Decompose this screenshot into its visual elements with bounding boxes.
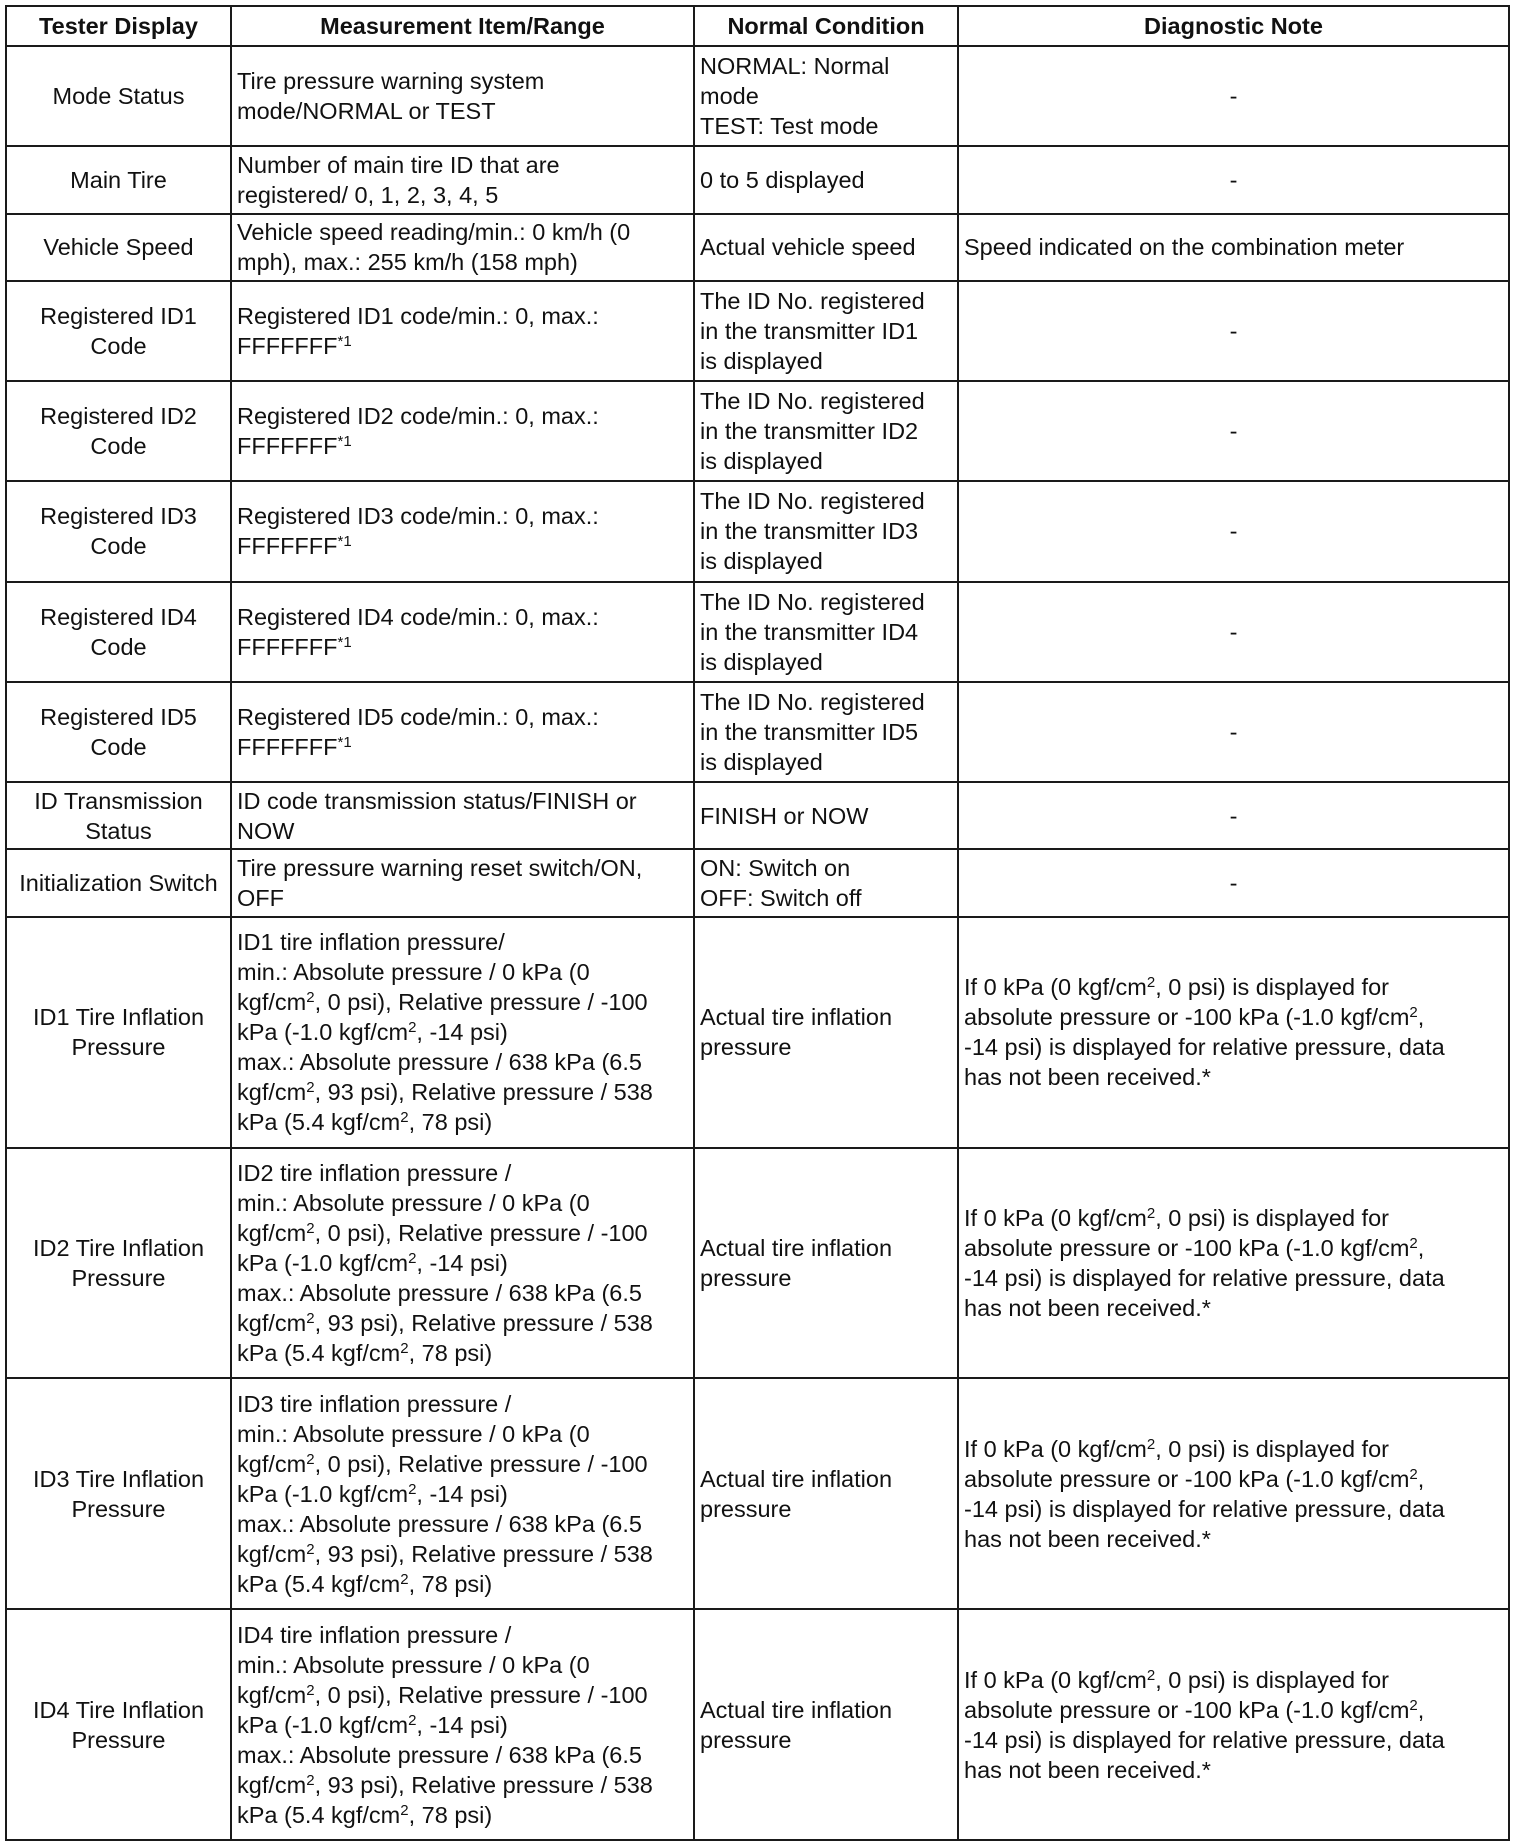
cell-line: Registered ID3: [40, 503, 197, 530]
tester-display-cell: [6, 1609, 231, 1840]
cell-line: mph), max.: 255 km/h (158 mph): [237, 249, 578, 276]
table-row: [6, 582, 1509, 682]
cell-line: Code: [90, 333, 147, 360]
cell-line: kPa (5.4 kgf/$cm^2$, 78 psi): [237, 1570, 493, 1597]
superscript-2: 2: [306, 1771, 315, 1789]
measurement-cell: [231, 481, 694, 581]
tester-display-cell: [6, 381, 231, 481]
normal-condition-cell: [694, 146, 958, 213]
cell-line: Initialization Switch: [19, 870, 218, 897]
cell-line: min.: Absolute pressure / 0 kPa (0: [237, 1651, 590, 1678]
cell-line: The ID No. registered: [700, 588, 925, 615]
table-row: [6, 281, 1509, 381]
measurement-cell: [231, 1148, 694, 1379]
cell-line: Registered ID1: [40, 303, 197, 330]
cell-line: -: [1229, 518, 1238, 545]
cell-line: mode: [700, 83, 759, 110]
cell-line: ID4 Tire Inflation: [32, 1696, 205, 1723]
cell-line: Registered ID2 code/min.: 0, max.:: [237, 403, 599, 430]
cell-line: mode/NORMAL or TEST: [237, 98, 496, 125]
cell-line: has not been received.*: [964, 1064, 1211, 1091]
tester-display-cell: [6, 214, 231, 281]
cell-line: pressure: [700, 1726, 792, 1753]
measurement-cell: [231, 1609, 694, 1840]
normal-condition-cell: [694, 917, 958, 1148]
cell-line: If 0 kPa (0 kgf/$cm^2$, 0 psi) is displayed for: [964, 974, 1389, 1001]
superscript-2: 2: [400, 1570, 409, 1588]
cell-line: Tire pressure warning reset switch/ON,: [237, 855, 643, 882]
cell-line: kPa (-1.0 kgf/$cm^2$, -14 psi): [237, 1711, 508, 1738]
cell-line: If 0 kPa (0 kgf/$cm^2$, 0 psi) is displayed for: [964, 1204, 1389, 1231]
cell-line: OFF: [237, 885, 284, 912]
normal-condition-cell: [694, 214, 958, 281]
cell-line: kgf/$cm^2$, 0 psi), Relative pressure / -100: [237, 989, 648, 1016]
cell-line: max.: Absolute pressure / 638 kPa (6.5: [237, 1049, 642, 1076]
tester-display-cell: [6, 281, 231, 381]
cell-line: ID code transmission status/FINISH or: [237, 787, 637, 814]
cell-line: -: [1229, 618, 1238, 645]
cell-line: pressure: [700, 1034, 792, 1061]
measurement-cell: [231, 281, 694, 381]
cell-line: The ID No. registered: [700, 388, 925, 415]
cell-line: ID2 tire inflation pressure /: [237, 1159, 512, 1186]
diagnostic-note-cell: [958, 481, 1509, 581]
header-normal-condition: Normal Condition: [694, 6, 958, 46]
superscript-2: 2: [1146, 1204, 1156, 1222]
cell-line: ID1 tire inflation pressure/: [237, 929, 505, 956]
cell-line: -: [1229, 718, 1238, 745]
cell-line: ID4 tire inflation pressure /: [237, 1621, 512, 1648]
cell-line: -: [1229, 318, 1238, 345]
cell-line: ID3 tire inflation pressure /: [237, 1390, 512, 1417]
footnote-marker: *1: [337, 533, 352, 551]
diagnostic-note-cell: [958, 782, 1509, 849]
cell-line: The ID No. registered: [700, 688, 925, 715]
normal-condition-cell: [694, 1378, 958, 1609]
cell-line: in the transmitter ID5: [700, 718, 919, 745]
footnote-marker: *1: [337, 333, 352, 351]
superscript-2: 2: [306, 1681, 315, 1699]
cell-line: -14 psi) is displayed for relative pressure, data: [964, 1726, 1445, 1753]
cell-line: kPa (-1.0 kgf/$cm^2$, -14 psi): [237, 1019, 508, 1046]
superscript-2: 2: [1146, 1435, 1156, 1453]
superscript-2: 2: [408, 1249, 417, 1267]
normal-condition-cell: [694, 582, 958, 682]
cell-line: Code: [90, 633, 147, 660]
table-row: [6, 782, 1509, 849]
measurement-cell: [231, 214, 694, 281]
superscript-2: 2: [1409, 1696, 1418, 1714]
tester-display-cell: [6, 582, 231, 682]
superscript-2: 2: [1146, 974, 1156, 992]
cell-line: Actual tire inflation: [700, 1004, 893, 1031]
diagnostic-note-cell: [958, 146, 1509, 213]
superscript-2: 2: [306, 1540, 315, 1558]
superscript-2: 2: [408, 1711, 417, 1729]
superscript-2: 2: [306, 989, 315, 1007]
cell-line: kPa (-1.0 kgf/$cm^2$, -14 psi): [237, 1480, 508, 1507]
cell-line: is displayed: [700, 348, 823, 375]
header-measurement-item: Measurement Item/Range: [231, 6, 694, 46]
cell-line: -14 psi) is displayed for relative pressure, data: [964, 1034, 1445, 1061]
cell-line: Code: [90, 733, 147, 760]
cell-line: Mode Status: [52, 83, 185, 110]
cell-line: kgf/$cm^2$, 93 psi), Relative pressure / 538: [237, 1771, 653, 1798]
diagnostic-note-cell: [958, 917, 1509, 1148]
normal-condition-cell: [694, 281, 958, 381]
cell-line: If 0 kPa (0 kgf/$cm^2$, 0 psi) is displayed for: [964, 1435, 1389, 1462]
cell-line: is displayed: [700, 448, 823, 475]
normal-condition-cell: [694, 381, 958, 481]
cell-line: -14 psi) is displayed for relative pressure, data: [964, 1264, 1445, 1291]
cell-line: in the transmitter ID2: [700, 418, 919, 445]
tester-display-cell: [6, 849, 231, 916]
superscript-2: 2: [400, 1801, 409, 1819]
cell-line: in the transmitter ID3: [700, 518, 919, 545]
header-row: [6, 6, 1509, 46]
cell-line: ON: Switch on: [700, 855, 851, 882]
superscript-2: 2: [1409, 1004, 1418, 1022]
cell-line: in the transmitter ID4: [700, 618, 919, 645]
cell-line: FFFFFFF$^{*1}$: [237, 333, 352, 360]
superscript-2: 2: [400, 1339, 409, 1357]
cell-line: kPa (5.4 kgf/$cm^2$, 78 psi): [237, 1801, 493, 1828]
normal-condition-cell: [694, 682, 958, 782]
cell-line: Code: [90, 533, 147, 560]
diagnostic-note-cell: [958, 1609, 1509, 1840]
data-list-table: [5, 5, 1510, 1841]
diagnostic-note-cell: [958, 46, 1509, 146]
diagnostic-note-cell: [958, 582, 1509, 682]
cell-line: kgf/$cm^2$, 93 psi), Relative pressure / 538: [237, 1309, 653, 1336]
cell-line: absolute pressure or -100 kPa (-1.0 kgf/$cm^2$,: [964, 1004, 1425, 1031]
cell-line: kPa (-1.0 kgf/$cm^2$, -14 psi): [237, 1249, 508, 1276]
cell-line: is displayed: [700, 648, 823, 675]
cell-line: absolute pressure or -100 kPa (-1.0 kgf/$cm^2$,: [964, 1465, 1425, 1492]
header-diagnostic-note: Diagnostic Note: [958, 6, 1509, 46]
cell-line: Pressure: [71, 1726, 166, 1753]
cell-line: min.: Absolute pressure / 0 kPa (0: [237, 1420, 590, 1447]
table-row: [6, 46, 1509, 146]
cell-line: -14 psi) is displayed for relative pressure, data: [964, 1495, 1445, 1522]
cell-line: ID2 Tire Inflation: [32, 1234, 205, 1261]
cell-line: -: [1229, 802, 1238, 829]
cell-line: has not been received.*: [964, 1294, 1211, 1321]
tester-display-cell: [6, 46, 231, 146]
measurement-cell: [231, 146, 694, 213]
cell-line: kPa (5.4 kgf/$cm^2$, 78 psi): [237, 1109, 493, 1136]
table-row: [6, 1609, 1509, 1840]
cell-line: Tire pressure warning system: [237, 68, 545, 95]
cell-line: OFF: Switch off: [700, 885, 862, 912]
cell-line: FFFFFFF$^{*1}$: [237, 433, 352, 460]
superscript-2: 2: [408, 1480, 417, 1498]
cell-line: ID Transmission: [34, 787, 203, 814]
table-row: [6, 1148, 1509, 1379]
cell-line: Main Tire: [70, 166, 167, 193]
table-row: [6, 917, 1509, 1148]
diagnostic-note-cell: [958, 281, 1509, 381]
cell-line: FFFFFFF$^{*1}$: [237, 633, 352, 660]
cell-line: pressure: [700, 1264, 792, 1291]
cell-line: Registered ID5: [40, 703, 197, 730]
cell-line: max.: Absolute pressure / 638 kPa (6.5: [237, 1741, 642, 1768]
footnote-marker: *1: [337, 433, 352, 451]
cell-line: is displayed: [700, 548, 823, 575]
cell-line: kgf/$cm^2$, 0 psi), Relative pressure / -100: [237, 1681, 648, 1708]
cell-line: kgf/$cm^2$, 93 psi), Relative pressure / 538: [237, 1540, 653, 1567]
cell-line: min.: Absolute pressure / 0 kPa (0: [237, 959, 590, 986]
cell-line: Registered ID3 code/min.: 0, max.:: [237, 503, 599, 530]
cell-line: in the transmitter ID1: [700, 318, 919, 345]
cell-line: min.: Absolute pressure / 0 kPa (0: [237, 1189, 590, 1216]
cell-line: kgf/$cm^2$, 0 psi), Relative pressure / -100: [237, 1450, 648, 1477]
cell-line: Actual tire inflation: [700, 1234, 893, 1261]
cell-line: Registered ID2: [40, 403, 197, 430]
cell-line: If 0 kPa (0 kgf/$cm^2$, 0 psi) is displayed for: [964, 1666, 1389, 1693]
cell-line: ID3 Tire Inflation: [32, 1465, 205, 1492]
cell-line: kgf/$cm^2$, 93 psi), Relative pressure / 538: [237, 1079, 653, 1106]
cell-line: has not been received.*: [964, 1756, 1211, 1783]
cell-line: The ID No. registered: [700, 488, 925, 515]
diagnostic-note-cell: [958, 381, 1509, 481]
superscript-2: 2: [306, 1309, 315, 1327]
cell-line: Registered ID4 code/min.: 0, max.:: [237, 603, 599, 630]
superscript-2: 2: [306, 1079, 315, 1097]
normal-condition-cell: [694, 46, 958, 146]
tester-display-cell: [6, 1378, 231, 1609]
diagnostic-note-cell: [958, 682, 1509, 782]
cell-line: Actual vehicle speed: [700, 234, 916, 261]
cell-line: NORMAL: Normal: [700, 53, 890, 80]
table-row: [6, 381, 1509, 481]
tester-display-cell: [6, 481, 231, 581]
cell-line: Registered ID4: [40, 603, 197, 630]
table-row: [6, 146, 1509, 213]
measurement-cell: [231, 582, 694, 682]
cell-line: max.: Absolute pressure / 638 kPa (6.5: [237, 1510, 642, 1537]
normal-condition-cell: [694, 782, 958, 849]
cell-line: kgf/$cm^2$, 0 psi), Relative pressure / -100: [237, 1219, 648, 1246]
cell-line: Code: [90, 433, 147, 460]
superscript-2: 2: [306, 1219, 315, 1237]
cell-line: FINISH or NOW: [700, 802, 869, 829]
cell-line: pressure: [700, 1495, 792, 1522]
diagnostic-note-cell: [958, 1378, 1509, 1609]
normal-condition-cell: [694, 481, 958, 581]
superscript-2: 2: [400, 1109, 409, 1127]
cell-line: Actual tire inflation: [700, 1465, 893, 1492]
normal-condition-cell: [694, 849, 958, 916]
cell-line: Actual tire inflation: [700, 1696, 893, 1723]
cell-line: The ID No. registered: [700, 288, 925, 315]
normal-condition-cell: [694, 1609, 958, 1840]
superscript-2: 2: [1146, 1666, 1156, 1684]
cell-line: Pressure: [71, 1495, 166, 1522]
cell-line: is displayed: [700, 748, 823, 775]
superscript-2: 2: [1409, 1465, 1418, 1483]
cell-line: Vehicle Speed: [43, 234, 194, 261]
tester-display-cell: [6, 682, 231, 782]
diagnostic-note-cell: [958, 849, 1509, 916]
superscript-2: 2: [1409, 1234, 1418, 1252]
table-row: [6, 849, 1509, 916]
cell-line: Pressure: [71, 1264, 166, 1291]
measurement-cell: [231, 782, 694, 849]
table-row: [6, 481, 1509, 581]
diagnostic-note-cell: [958, 214, 1509, 281]
cell-line: ID1 Tire Inflation: [32, 1004, 205, 1031]
tester-display-cell: [6, 782, 231, 849]
cell-line: -: [1229, 166, 1238, 193]
cell-line: NOW: [237, 817, 295, 844]
cell-line: absolute pressure or -100 kPa (-1.0 kgf/$cm^2$,: [964, 1234, 1425, 1261]
table-row: [6, 214, 1509, 281]
cell-line: -: [1229, 83, 1238, 110]
cell-line: absolute pressure or -100 kPa (-1.0 kgf/$cm^2$,: [964, 1696, 1425, 1723]
cell-line: Number of main tire ID that are: [237, 151, 560, 178]
cell-line: Status: [85, 817, 152, 844]
cell-line: -: [1229, 418, 1238, 445]
table-row: [6, 682, 1509, 782]
cell-line: kPa (5.4 kgf/$cm^2$, 78 psi): [237, 1339, 493, 1366]
tester-display-cell: [6, 917, 231, 1148]
cell-line: Registered ID5 code/min.: 0, max.:: [237, 703, 599, 730]
cell-line: -: [1229, 870, 1238, 897]
measurement-cell: [231, 381, 694, 481]
diagnostic-note-cell: [958, 1148, 1509, 1379]
measurement-cell: [231, 1378, 694, 1609]
tester-display-cell: [6, 146, 231, 213]
superscript-2: 2: [306, 1450, 315, 1468]
tester-display-cell: [6, 1148, 231, 1379]
cell-line: TEST: Test mode: [700, 113, 879, 140]
cell-line: Speed indicated on the combination meter: [964, 234, 1405, 261]
superscript-2: 2: [408, 1019, 417, 1037]
cell-line: Vehicle speed reading/min.: 0 km/h (0: [237, 219, 631, 246]
measurement-cell: [231, 46, 694, 146]
table-row: [6, 1378, 1509, 1609]
cell-line: FFFFFFF$^{*1}$: [237, 733, 352, 760]
cell-line: Pressure: [71, 1034, 166, 1061]
cell-line: has not been received.*: [964, 1525, 1211, 1552]
measurement-cell: [231, 849, 694, 916]
cell-line: FFFFFFF$^{*1}$: [237, 533, 352, 560]
measurement-cell: [231, 682, 694, 782]
cell-line: Registered ID1 code/min.: 0, max.:: [237, 303, 599, 330]
footnote-marker: *1: [337, 733, 352, 751]
header-tester-display: Tester Display: [6, 6, 231, 46]
cell-line: registered/ 0, 1, 2, 3, 4, 5: [237, 181, 499, 208]
cell-line: 0 to 5 displayed: [700, 166, 865, 193]
normal-condition-cell: [694, 1148, 958, 1379]
measurement-cell: [231, 917, 694, 1148]
cell-line: max.: Absolute pressure / 638 kPa (6.5: [237, 1279, 642, 1306]
footnote-marker: *1: [337, 633, 352, 651]
